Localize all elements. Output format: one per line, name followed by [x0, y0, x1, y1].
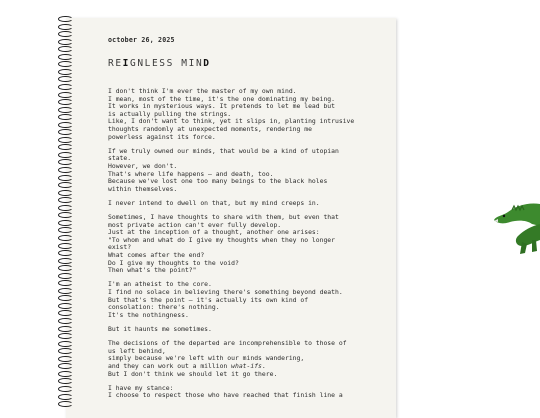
paragraph: The decisions of the departed are incomprehensible to those of us left behind, simply because we're left with our minds wandering, and they can work out a million what-ifs. But I don't think we should let it go there. — [108, 339, 347, 378]
page-content-area — [66, 18, 396, 418]
document-content — [108, 36, 378, 407]
paragraph: I have my stance: I choose to respect those who have reached that finish line a — [108, 383, 343, 400]
document-body — [108, 88, 378, 400]
paragraph: I never intend to dwell on that, but my mind creeps in. — [108, 198, 320, 207]
title-text: REIGNLESS MIND — [108, 58, 211, 69]
dinosaur-toy-icon — [492, 196, 540, 266]
paragraph: But it haunts me sometimes. — [108, 325, 212, 333]
paragraph: Sometimes, I have thoughts to share with them, but even that most private action can't ever fully develop. Just at the inception of a thought, another one arises: "To whom and what do I give my thoughts when they no longer exist? What comes after the end? Do I give my thoughts to the void? Then what's the point?" — [108, 213, 339, 275]
entry-date: october 26, 2025 — [108, 36, 175, 44]
paragraph: If we truly owned our minds, that would be a kind of utopian state. However, we don't. That's where life happens — and death, too. Because we've lost one too many beings to the black holes within themselves. — [108, 146, 339, 193]
paragraph: I don't think I'm ever the master of my own mind. I mean, most of the time, it's the one dominating my being. It works in mysterious ways. It pretends to let me lead but is actually pulling the strings. Like, I don't want to think, yet it slips in, planting intrusive thoughts randomly at unexpected moments, rendering me powerless against its force. — [108, 87, 355, 141]
paragraph: I'm an atheist to the core. I find no solace in believing there's something beyond death. But that's the point — it's actually its own kind of consolation: there's nothing. It's the nothingness. — [108, 280, 343, 319]
page-title — [108, 58, 378, 69]
